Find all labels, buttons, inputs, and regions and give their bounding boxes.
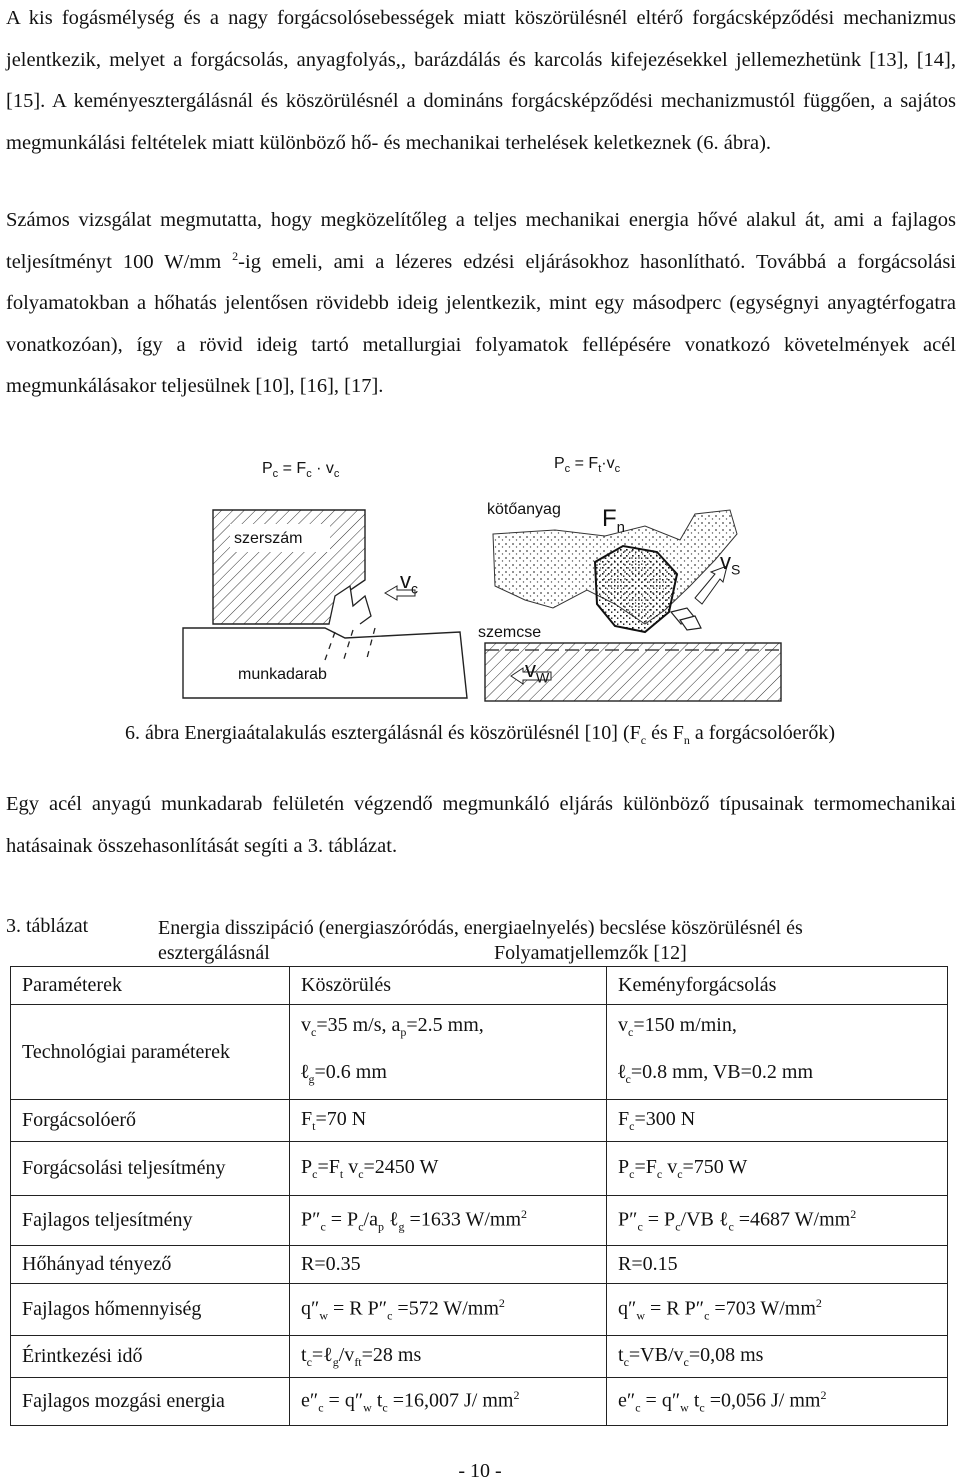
label-vw: $v_W$ [525, 657, 550, 686]
paragraph-2 [6, 200, 956, 408]
label-vc: $v_c$ [400, 568, 418, 597]
table-row [11, 1142, 948, 1196]
cell-grinding: $F_t=70$ N [290, 1100, 607, 1142]
cell-grinding: $v_c=35$ m/s, $a_p=2.5$ mm, ℓ$_g$=0.6 mm [290, 1005, 607, 1100]
header-hard-turning: Keményforgácsolás [607, 967, 948, 1005]
label-grain: szemcse [478, 624, 542, 641]
cell-grinding: $P''_c = P_c/a_p$ ℓ$_g$ =1633 $W/mm^2$ [290, 1196, 607, 1246]
row-label: Forgácsolóerő [11, 1100, 290, 1142]
row-label: Fajlagos mozgási energia [11, 1378, 290, 1426]
row-label: Fajlagos hőmennyiség [11, 1284, 290, 1336]
paragraph-2-part-b: -ig emeli, ami a lézeres edzési eljárásokhoz hasonlítható. Továbbá a forgácsolási folyamatokban a hőhatás jelentősen rövidebb ideig jelentkezik, mint egy másodperc (egységnyi anyagtérfogatra vonatkozóan), így a rövid ideig tartó metallurgiai folyamatok fellépésére vonatkozó követelmények acél megmunkálásakor teljesülnek [10], [16], [17]. [6, 250, 956, 397]
paragraph-2-sup: 2 [232, 248, 239, 263]
table-row [11, 1005, 948, 1100]
paragraph-2-part-a: Számos vizsgálat megmutatta, hogy megközelítőleg a teljes mechanikai energia hővé alakul át, ami a fajlagos teljesítményt 100 W/mm [6, 209, 956, 273]
row-label: Technológiai paraméterek [11, 1005, 290, 1100]
paragraph-3: Egy acél anyagú munkadarab felületén végzendő megmunkáló eljárás különböző típusainak termomechanikai hatásainak összehasonlítását segíti a 3. táblázat. [6, 793, 956, 857]
label-vs: $v_S$ [720, 549, 741, 578]
table-subtitle: esztergálásnál [158, 942, 270, 964]
cell-hard-turning: $P_c=F_c$ $v_c=750$ W [607, 1142, 948, 1196]
table-number: 3. táblázat [6, 915, 89, 937]
comparison-table [10, 966, 948, 1426]
row-label: Érintkezési idő [11, 1336, 290, 1378]
formula-grinding: $P_c = F_t\cdot v_c$ [554, 455, 621, 476]
table-process-label: Folyamatjellemzők [12] [494, 942, 687, 964]
paragraph-1: A kis fogásmélység és a nagy forgácsolósebességek miatt köszörülésnél eltérő forgácsképződési mechanizmus jelentkezik, melyet a forgácsolás, anyagfolyás,, barázdálás és karcolás kifejezésekkel jellemezhetünk [13], [14], [15]. A keményesztergálásnál és köszörülésnél a domináns forgácsképződési mechanizmustól függően, a sajátos megmunkálási feltételek miatt különböző hő- és mechanikai terhelések keletkeznek (6. ábra). [6, 7, 956, 154]
cell-grinding: $t_c=\ell_g/v_{ft}=28$ ms [290, 1336, 607, 1378]
row-label: Hőhányad tényező [11, 1246, 290, 1284]
row-label: Forgácsolási teljesítmény [11, 1142, 290, 1196]
table-row [11, 1100, 948, 1142]
header-grinding: Köszörülés [290, 967, 607, 1005]
cell-grinding: R=0.35 [290, 1246, 607, 1284]
cell-grinding: $e''_c = q''_w$ $t_c =16,007$ J/ $mm^2$ [290, 1378, 607, 1426]
cell-hard-turning: $P''_c = P_c/VB$ ℓ$_c$ =4687 $W/mm^2$ [607, 1196, 948, 1246]
table-row [11, 1284, 948, 1336]
table-row [11, 1336, 948, 1378]
table-row [11, 1246, 948, 1284]
label-workpiece: munkadarab [238, 666, 327, 683]
page-number: - 10 - [458, 1460, 502, 1482]
cell-hard-turning: $v_c=150$ m/min, ℓ$_c$=0.8 mm, VB=0.2 mm [607, 1005, 948, 1100]
cell-grinding: $P_c=F_t$ $v_c=2450$ W [290, 1142, 607, 1196]
cell-grinding: $q''_w = R$ $P''_c =572$ $W/mm^2$ [290, 1284, 607, 1336]
cell-hard-turning: R=0.15 [607, 1246, 948, 1284]
cell-hard-turning: $e''_c = q''_w$ $t_c =0,056$ J/ $mm^2$ [607, 1378, 948, 1426]
header-parameters: Paraméterek [11, 967, 290, 1005]
cell-hard-turning: $q''_w = R$ $P''_c =703$ $W/mm^2$ [607, 1284, 948, 1336]
workpiece-shape [183, 628, 467, 698]
table-row [11, 1196, 948, 1246]
figure-caption: 6. ábra Energiaátalakulás esztergálásnál és köszörülésnél [10] ($F_c$ és $F_n$ a forgácsolóerők) [125, 722, 835, 747]
table-row [11, 1378, 948, 1426]
table-title: Energia disszipáció (energiaszóródás, energiaelnyelés) becslése köszörülésnél és [158, 917, 803, 939]
row-label: Fajlagos teljesítmény [11, 1196, 290, 1246]
label-fn: $F_n$ [602, 505, 626, 536]
formula-turning: $P_c = F_c \cdot v_c$ [262, 460, 340, 481]
cell-hard-turning: $t_c=VB/v_c=0,08$ ms [607, 1336, 948, 1378]
table-header-row [11, 967, 948, 1005]
label-tool: szerszám [234, 530, 303, 547]
label-binder: kötőanyag [487, 501, 561, 518]
cell-hard-turning: $F_c=300$ N [607, 1100, 948, 1142]
